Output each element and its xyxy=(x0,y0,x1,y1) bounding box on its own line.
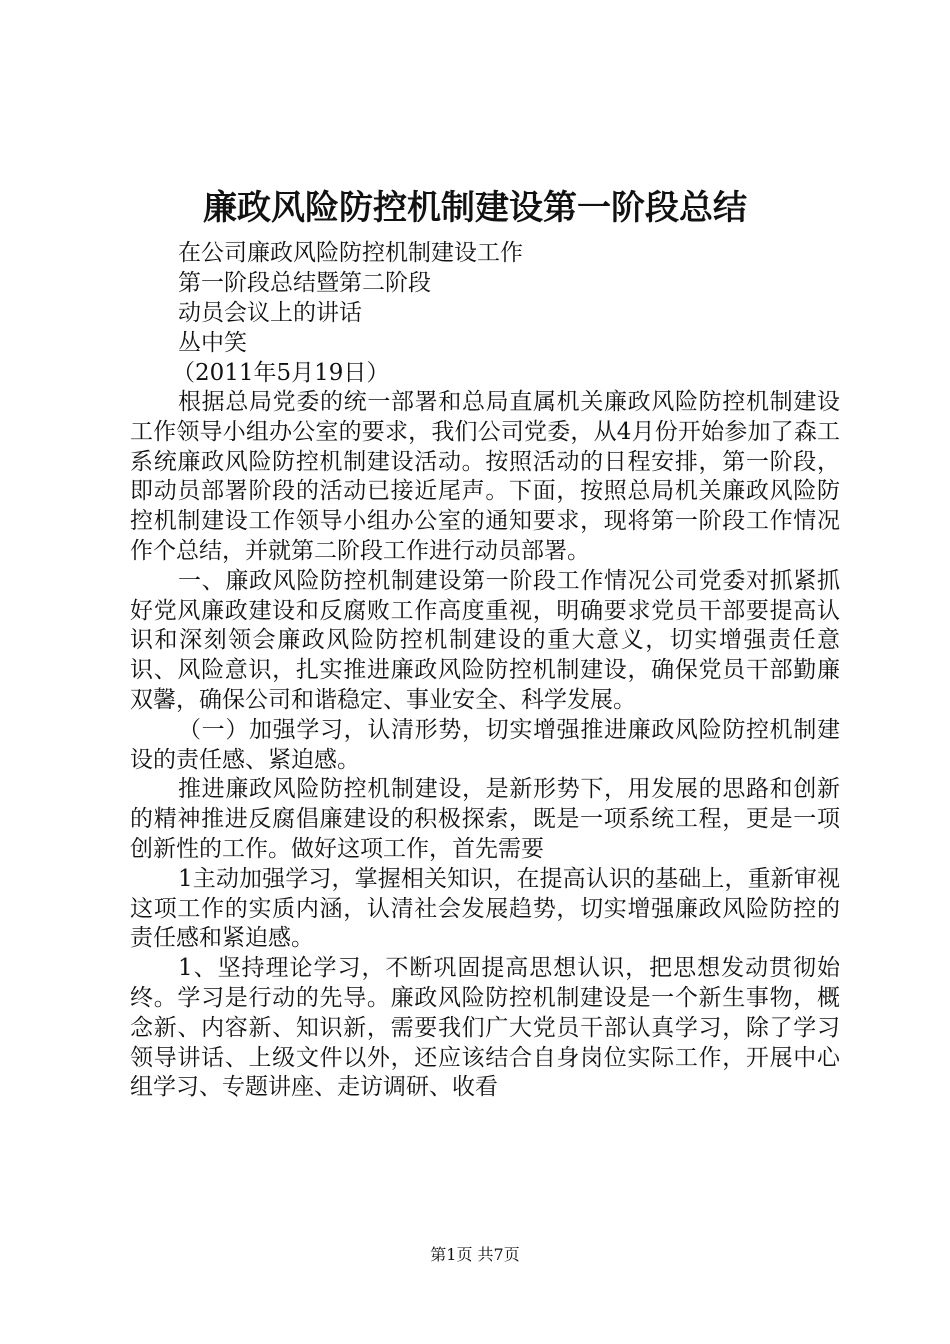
speech-heading xyxy=(172,238,523,388)
document-body xyxy=(130,388,840,1103)
speech-heading-line-2: 第一阶段总结暨第二阶段 xyxy=(178,270,431,296)
paragraph: 根据总局党委的统一部署和总局直属机关廉政风险防控机制建设工作领导小组办公室的要求，我们公司党委，从4月份开始参加了森工系统廉政风险防控机制建设活动。按照活动的日程安排，第一阶段，即动员部署阶段的活动已接近尾声。下面，按照总局机关廉政风险防控机制建设工作领导小组办公室的通知要求，现将第一阶段工作情况作个总结，并就第二阶段工作进行动员部署。 xyxy=(130,389,840,564)
speech-heading-line-3: 动员会议上的讲话 xyxy=(178,300,362,326)
speech-heading-line-1: 在公司廉政风险防控机制建设工作 xyxy=(178,240,523,266)
speech-date: （2011年5月19日） xyxy=(172,360,390,386)
document-title: 廉政风险防控机制建设第一阶段总结 xyxy=(203,188,747,228)
paragraph: 1、坚持理论学习，不断巩固提高思想认识，把思想发动贯彻始终。学习是行动的先导。廉政风险防控机制建设是一个新生事物，概念新、内容新、知识新，需要我们广大党员干部认真学习，除了学习领导讲话、上级文件以外，还应该结合自身岗位实际工作，开展中心组学习、专题讲座、走访调研、收看 xyxy=(130,955,840,1101)
speaker-name: 丛中笑 xyxy=(178,330,247,356)
page-number-footer: 第1页 共7页 xyxy=(430,1245,520,1264)
paragraph: 1主动加强学习，掌握相关知识，在提高认识的基础上，重新审视这项工作的实质内涵，认清社会发展趋势，切实增强廉政风险防控的责任感和紧迫感。 xyxy=(130,865,840,952)
paragraph: （一）加强学习，认清形势，切实增强推进廉政风险防控机制建设的责任感、紧迫感。 xyxy=(130,716,840,773)
paragraph: 一、廉政风险防控机制建设第一阶段工作情况公司党委对抓紧抓好党风廉政建设和反腐败工作高度重视，明确要求党员干部要提高认识和深刻领会廉政风险防控机制建设的重大意义，切实增强责任意识、风险意识，扎实推进廉政风险防控机制建设，确保党员干部勤廉双馨，确保公司和谐稳定、事业安全、科学发展。 xyxy=(130,567,840,713)
paragraph: 推进廉政风险防控机制建设，是新形势下，用发展的思路和创新的精神推进反腐倡廉建设的积极探索，既是一项系统工程，更是一项创新性的工作。做好这项工作，首先需要 xyxy=(130,776,840,862)
